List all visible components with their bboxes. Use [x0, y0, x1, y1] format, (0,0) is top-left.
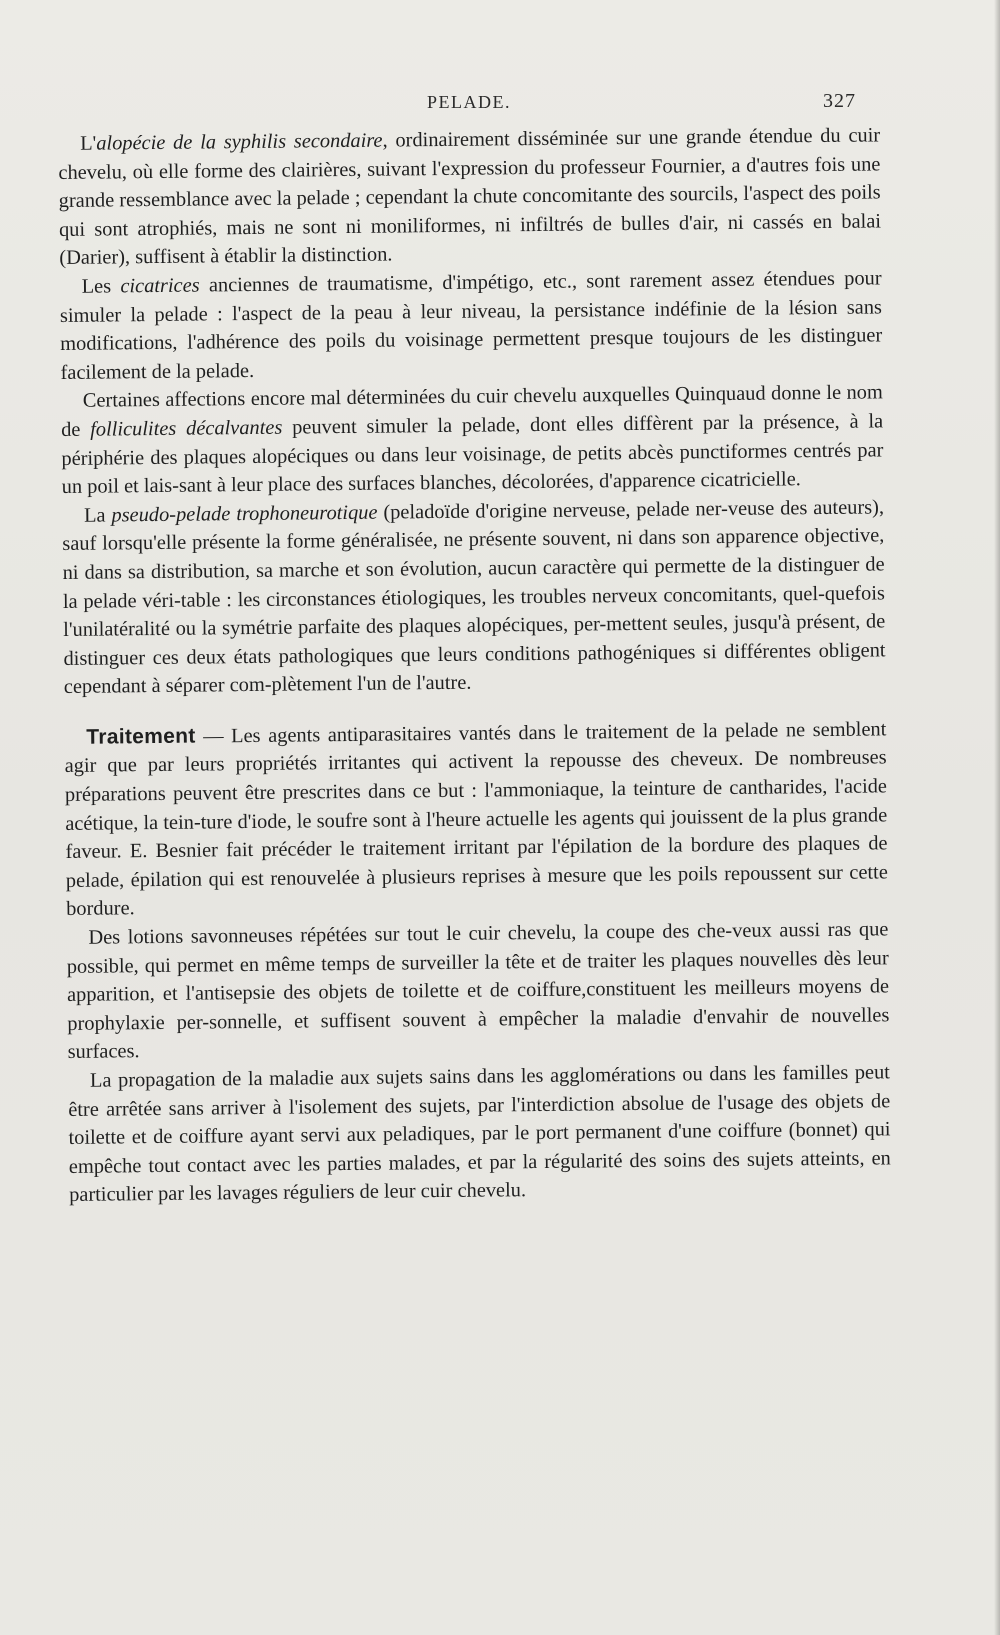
paragraph-text: anciennes de traumatisme, d'impétigo, etc., sont rarement assez étendues pour simuler la pelade : l'aspect de la peau à leur niveau, la persistance indéfinie de la lésion sans modifications, l'adhérence des poils du voisinage permettent presque toujours de les distinguer facilement de la pelade.	[59, 267, 883, 384]
paragraph-text: — Les agents antiparasitaires vantés dans le traitement de la pelade ne semblent agir que par leurs propriétés irritantes qui activent la repousse des cheveux. De nombreuses préparations peuvent être prescrites dans ce but : l'ammoniaque, la teinture de cantharides, l'acide acétique, la tein-ture d'iode, le soufre sont à l'heure actuelle les agents qui jouissent de la plus grande faveur. E. Besnier fait précéder le traitement irritant par l'épilation de la bordure des plaques de pelade, épilation qui est renouvelée à plusieurs reprises à mesure que les poils repoussent sur cette bordure.	[64, 718, 888, 921]
paragraph-pseudo-pelade	[62, 493, 886, 702]
page-header	[58, 92, 880, 122]
italic-term: alopécie de la syphilis secondaire	[96, 129, 383, 155]
paragraph-lead: Certaines affections encore mal déterminées du cuir chevelu auxquelles Quinquaud donne le nom de	[61, 381, 883, 441]
paragraph-folliculites	[61, 379, 884, 502]
paragraph-syphilis	[58, 121, 881, 273]
italic-term: folliculites décalvantes	[90, 416, 283, 441]
italic-term: cicatrices	[120, 274, 200, 298]
page-number: 327	[823, 90, 856, 112]
paragraph-propagation	[68, 1058, 891, 1210]
paragraph-lotions	[66, 915, 889, 1067]
page-edge-shadow	[994, 0, 1000, 1635]
italic-term: pseudo-pelade trophoneurotique	[111, 501, 378, 527]
paragraph-traitement	[64, 715, 888, 924]
page-body	[58, 121, 891, 1210]
paragraph-text: (peladoïde d'origine nerveuse, pelade ner-veuse des auteurs), sauf lorsqu'elle présente la forme généralisée, ne présente souvent, ni dans son apparence objective, ni dans sa distribution, sa marche et son évolution, aucun caractère qui permette de la distinguer de la pelade véri-table : les circonstances étiologiques, les troubles nerveux concomitants, quel-quefois l'unilatéralité ou la symétrie parfaite des plaques alopéciques, per-mettent seules, jusqu'à présent, de distinguer ces deux états pathologiques que leurs conditions pathogéniques si différentes obligent cependant à séparer com-plètement l'un de l'autre.	[62, 496, 886, 699]
section-heading: Traitement	[86, 724, 196, 749]
paragraph-text: La propagation de la maladie aux sujets sains dans les agglomérations ou dans les familles peut être arrêtée sans arriver à l'isolement des sujets, par l'interdiction absolue de l'usage des objets de toilette et de coiffure ayant servi aux peladiques, par le port permanent d'une coiffure (bonnet) qui empêche tout contact avec les parties malades, et par la régularité des soins des sujets atteints, en particulier par les lavages réguliers de leur cuir chevelu.	[68, 1061, 891, 1207]
paragraph-cicatrices	[59, 264, 882, 387]
paragraph-lead: La	[83, 504, 112, 527]
running-title: PELADE.	[427, 92, 511, 112]
paragraph-text: , ordinairement disséminée sur une grande étendue du cuir chevelu, où elle forme des clairières, suivant l'expression du professeur Fournier, a d'autres fois une grande ressemblance avec la pelade ; cependant la chute concomitante des sourcils, l'aspect des poils qui sont atrophiés, mais ne sont ni moniliformes, ni infiltrés de bulles d'air, ni cassés en balai (Darier), suffisent à établir la distinction.	[58, 124, 882, 270]
paragraph-lead: Les	[81, 275, 121, 298]
paragraph-text: Des lotions savonneuses répétées sur tout le cuir chevelu, la coupe des che-veux aussi ras que possible, qui permet en même temps de surveiller la tête et de traiter les plaques nouvelles dès leur apparition, et l'antisepsie des objets de toilette et de coiffure,constituent les meilleurs moyens de prophylaxie per-sonnelle, et suffisent souvent à empêcher la maladie d'envahir de nouvelles surfaces.	[66, 918, 890, 1064]
paragraph-lead: L'	[80, 132, 97, 155]
paragraph-text: peuvent simuler la pelade, dont elles diffèrent par la présence, à la périphérie des plaques alopéciques ou dans leur voisinage, de petits abcès punctiformes centrés par un poil et lais-sant à leur place des surfaces blanches, décolorées, d'apparence cicatricielle.	[61, 410, 884, 499]
